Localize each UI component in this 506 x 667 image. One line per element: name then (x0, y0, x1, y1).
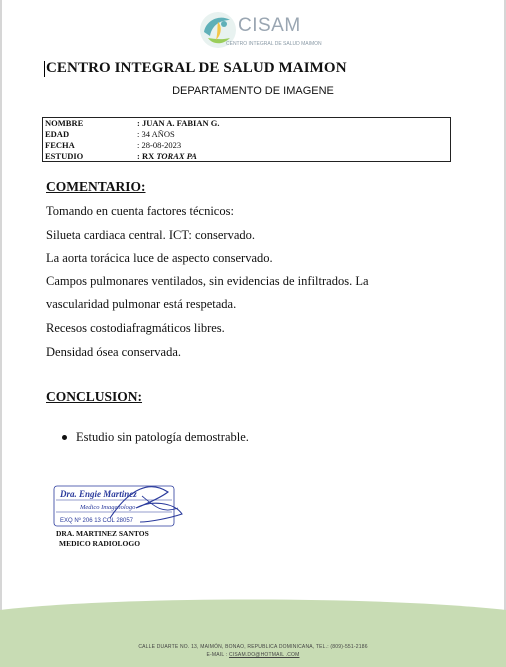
field-value (137, 151, 197, 161)
signatory-printed (56, 529, 149, 549)
signatory-title: MEDICO RADIOLOGO (59, 539, 141, 548)
bullet-icon (62, 435, 67, 440)
document-title: CENTRO INTEGRAL DE SALUD MAIMON (46, 60, 347, 76)
signatory-name: DRA. MARTINEZ SANTOS (56, 529, 149, 538)
footer-email-link[interactable]: CISAM.DO@HOTMAIL .COM (228, 652, 300, 658)
text-cursor (44, 61, 45, 77)
patient-info-box (42, 117, 451, 162)
field-value: : 34 AÑOS (137, 129, 175, 139)
footer-email-label: E-MAIL : (206, 652, 228, 658)
field-label: NOMBRE (45, 118, 84, 128)
page-left-edge (0, 0, 2, 667)
cisam-logo (196, 8, 322, 54)
conclusion-heading: CONCLUSION: (46, 389, 143, 404)
signature-stamp (50, 478, 190, 530)
logo-wordmark: CISAM (238, 15, 301, 36)
comentario-line: Recesos costodiafragmáticos libres. (46, 321, 225, 335)
stamp-name: Dra. Engie Martinez (60, 489, 137, 499)
logo-subtitle: CENTRO INTEGRAL DE SALUD MAIMON (226, 41, 322, 47)
field-label: FECHA (45, 140, 75, 150)
comentario-line: vascularidad pulmonar está respetada. (46, 297, 237, 311)
field-label: ESTUDIO (45, 151, 84, 161)
field-label: EDAD (45, 129, 70, 139)
conclusion-item: Estudio sin patología demostrable. (76, 430, 249, 444)
comentario-line: Silueta cardiaca central. ICT: conservado. (46, 228, 256, 242)
department-name: DEPARTAMENTO DE IMAGENE (172, 85, 334, 97)
study-prefix: : RX (137, 151, 157, 161)
comentario-line: La aorta torácica luce de aspecto conservado. (46, 251, 273, 265)
stamp-exequatur: EXQ Nº 206 13 COL 28057 (60, 518, 134, 524)
study-type: TORAX PA (156, 151, 197, 161)
field-value: : JUAN A. FABIAN G. (137, 118, 220, 128)
stamp-title: Medico Imagenologo (80, 504, 136, 511)
comentario-heading: COMENTARIO: (46, 179, 146, 194)
footer-email-row (0, 652, 506, 658)
comentario-line: Tomando en cuenta factores técnicos: (46, 204, 234, 218)
comentario-line: Campos pulmonares ventilados, sin evidencias de infiltrados. La (46, 274, 369, 288)
field-value: : 28-08-2023 (137, 140, 182, 150)
footer-address: CALLE DUARTE NO. 13, MAIMÓN, BONAO, REPUBLICA DOMINICANA, TEL.: (809)-551-2186 (138, 644, 368, 650)
comentario-line: Densidad ósea conservada. (46, 345, 182, 359)
